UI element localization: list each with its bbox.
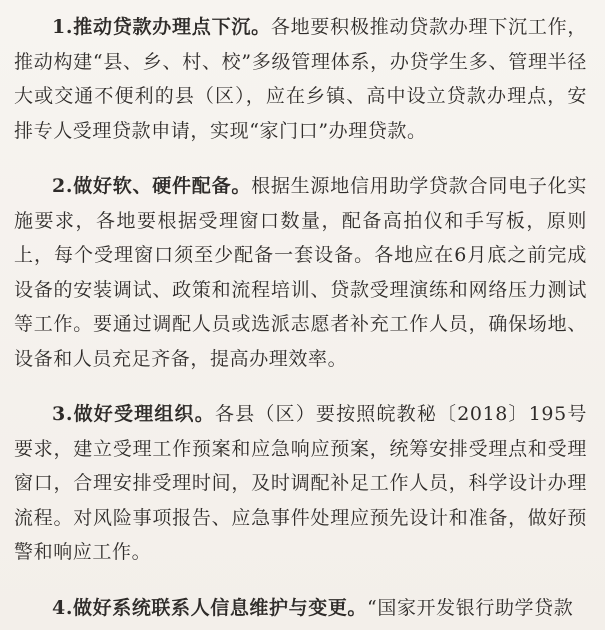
- paragraph-3-body: 各县（区）要按照皖教秘〔2018〕195号要求，建立受理工作预案和应急响应预案，统筹安排受理点和受理窗口，合理安排受理时间，及时调配补足工作人员，科学设计办理流程。对风险事项报告、应急事件处理应预先设计和准备，做好预警和响应工作。: [14, 403, 587, 563]
- paragraph-1-body: 各地要积极推动贷款办理下沉工作，推动构建“县、乡、村、校”多级管理体系，办贷学生多、管理半径大或交通不便利的县（区），应在乡镇、高中设立贷款办理点，安排专人受理贷款申请，实现“家门口”办理贷款。: [14, 16, 587, 142]
- paragraph-2-heading: 2.做好软、硬件配备。: [52, 175, 252, 197]
- paragraph-4-body: “国家开发银行助学贷款: [367, 596, 574, 619]
- paragraph-3: [14, 397, 587, 570]
- paragraph-1: [14, 10, 587, 148]
- paragraph-4-heading: 4.做好系统联系人信息维护与变更。: [52, 596, 368, 619]
- paragraph-3-heading: 3.做好受理组织。: [52, 403, 215, 425]
- paragraph-2-body: 根据生源地信用助学贷款合同电子化实施要求，各地要根据受理窗口数量，配备高拍仪和手写板，原则上，每个受理窗口须至少配备一套设备。各地应在6月底之前完成设备的安装调试、政策和流程培训、贷款受理演练和网络压力测试等工作。要通过调配人员或选派志愿者补充工作人员，确保场地、设备和人员充足齐备，提高办理效率。: [14, 175, 588, 370]
- paragraph-1-heading: 1.推动贷款办理点下沉。: [52, 16, 271, 38]
- paragraph-4: [14, 591, 587, 626]
- paragraph-2: [14, 169, 587, 376]
